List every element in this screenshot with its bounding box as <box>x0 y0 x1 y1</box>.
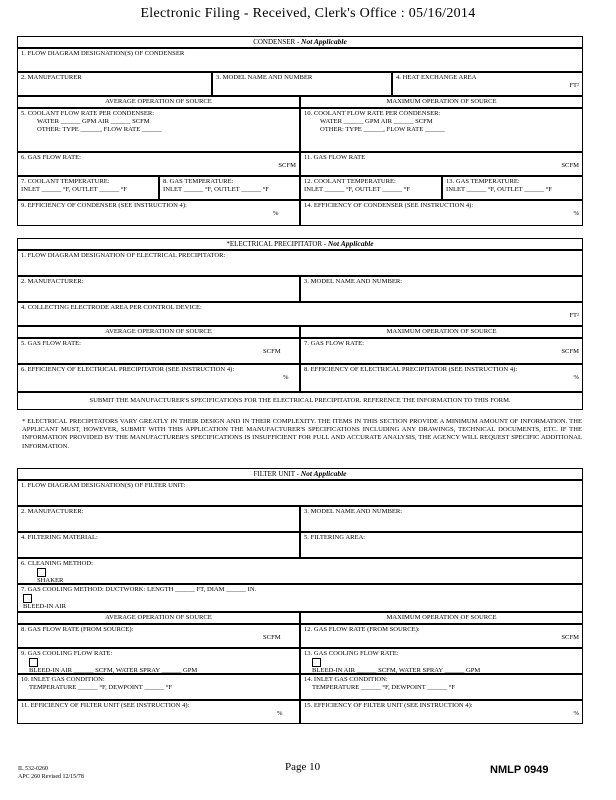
condenser-avg-label: AVERAGE OPERATION OF SOURCE <box>105 98 212 105</box>
precipitator-f2-label: 2. MANUFACTURER: <box>21 278 84 285</box>
condenser-f11-label: 11. GAS FLOW RATE <box>304 154 366 161</box>
filter-f5-label: 5. FILTERING AREA: <box>304 534 366 541</box>
precipitator-f7-unit: SCFM <box>561 348 579 355</box>
condenser-f12 <box>300 176 442 200</box>
condenser-f9-label: 9. EFFICIENCY OF CONDENSER (SEE INSTRUCTION 4): <box>21 202 187 209</box>
precipitator-f7-label: 7. GAS FLOW RATE: <box>304 340 364 347</box>
filter-f13-values: BLEED-IN AIR ______ SCFM, WATER SPRAY ______ GPM <box>312 667 481 674</box>
condenser-f6-unit: SCFM <box>278 162 296 169</box>
precipitator-footnote: * ELECTRICAL PRECIPITATORS VARY GREATLY IN THEIR DESIGN AND IN THEIR COMPLEXITY. THE ITEMS IN THIS SECTION PROVIDE A MINIMUM AMOUNT OF INFORMATION. THE APPLICANT MUST, HOWEVER, SUBMIT WITH THIS APPLICATION THE MANUFACTURER'S SPECIFICATIONS INCLUDING ANY DRAWINGS, TECHNICAL DOCUMENTS, ETC. IF THE INFORMATION PROVIDED BY THE MANUFACTURER'S SPECIFICATIONS IS INSUFFICIENT FOR FULL AND ACCURATE ANALYSIS, THE AGENCY WILL REQUEST SPECIFIC ADDITIONAL INFORMATION. <box>22 418 582 450</box>
precipitator-max-header <box>300 326 583 338</box>
filter-f5 <box>300 532 583 558</box>
filter-f14-label: 14. INLET GAS CONDITION: <box>304 676 388 683</box>
filter-f2 <box>17 506 300 532</box>
condenser-f9-unit: % <box>273 210 279 217</box>
filter-f6-label: 6. CLEANING METHOD: <box>21 560 93 567</box>
filter-f11 <box>17 700 300 724</box>
filter-f14-values: TEMPERATURE ______ °F, DEWPOINT ______ °F <box>312 684 456 691</box>
condenser-f5-water: WATER ______ GPM AIR ______ SCFM <box>37 118 150 125</box>
filter-f1 <box>17 480 583 506</box>
condenser-avg-header <box>17 96 300 108</box>
condenser-f10-label: 10. COOLANT FLOW RATE PER CONDENSER: <box>304 110 441 117</box>
filter-title-text: FILTER UNIT - <box>253 470 301 478</box>
condenser-f5 <box>17 108 300 152</box>
precipitator-f6 <box>17 364 300 392</box>
filter-f13 <box>300 648 583 674</box>
filter-f7 <box>17 584 583 612</box>
condenser-f11-unit: SCFM <box>561 162 579 169</box>
precipitator-f5-label: 5. GAS FLOW RATE: <box>21 340 81 347</box>
filter-f10-values: TEMPERATURE ______ °F, DEWPOINT ______ °F <box>29 684 173 691</box>
precipitator-max-label: MAXIMUM OPERATION OF SOURCE <box>386 328 497 335</box>
precipitator-title <box>17 238 583 250</box>
filter-f4 <box>17 532 300 558</box>
condenser-f11 <box>300 152 583 176</box>
filter-f15-unit: % <box>573 710 579 717</box>
filter-f8-label: 8. GAS FLOW RATE (FROM SOURCE): <box>21 626 134 633</box>
nmlp-number: NMLP 0949 <box>490 764 549 776</box>
condenser-title <box>17 36 583 48</box>
condenser-f14 <box>300 200 583 226</box>
filter-f12-label: 12. GAS FLOW RATE (FROM SOURCE): <box>304 626 420 633</box>
condenser-f12-values: INLET ______ °F, OUTLET ______ °F <box>304 186 410 193</box>
condenser-f8 <box>159 176 300 200</box>
condenser-f3 <box>212 72 392 96</box>
form-id: IL 532-0260 <box>18 766 48 772</box>
condenser-f10 <box>300 108 583 152</box>
filter-f7-label: 7. GAS COOLING METHOD: DUCTWORK: LENGTH ______ FT, DIAM ______ IN. <box>21 586 257 593</box>
filter-f8 <box>17 624 300 648</box>
condenser-f14-label: 14. EFFICIENCY OF CONDENSER (SEE INSTRUCTION 4): <box>304 202 474 209</box>
precipitator-f4-unit: FT² <box>569 312 579 319</box>
precipitator-f6-label: 6. EFFICIENCY OF ELECTRICAL PRECIPITATOR (SEE INSTRUCTION 4): <box>21 366 235 373</box>
condenser-max-header <box>300 96 583 108</box>
filing-stamp: Electronic Filing - Received, Clerk's Office : 05/16/2014 <box>140 6 476 21</box>
filter-f9-values: BLEED-IN AIR ______ SCFM, WATER SPRAY ______ GPM <box>29 667 198 674</box>
precipitator-avg-header <box>17 326 300 338</box>
condenser-f4-unit: FT² <box>569 82 579 89</box>
filter-avg-header <box>17 612 300 624</box>
filter-f10 <box>17 674 300 700</box>
filter-not-applicable: Not Applicable <box>300 469 347 478</box>
cooling-bleed-in-checkbox[interactable] <box>23 594 32 603</box>
filter-f9-label: 9. GAS COOLING FLOW RATE: <box>21 650 113 657</box>
filter-f12 <box>300 624 583 648</box>
precipitator-f8-unit: % <box>573 374 579 381</box>
filter-f11-unit: % <box>277 710 283 717</box>
condenser-f12-label: 12. COOLANT TEMPERATURE: <box>304 178 396 185</box>
filter-f15 <box>300 700 583 724</box>
precipitator-submit-note <box>17 392 583 410</box>
condenser-max-label: MAXIMUM OPERATION OF SOURCE <box>386 98 497 105</box>
filter-f1-label: 1. FLOW DIAGRAM DESIGNATION(S) OF FILTER UNIT: <box>21 482 186 489</box>
condenser-f13-label: 13. GAS TEMPERATURE: <box>446 178 520 185</box>
cooling-water-spray-option[interactable] <box>23 603 579 612</box>
condenser-f4-label: 4. HEAT EXCHANGE AREA <box>396 74 477 81</box>
condenser-f8-label: 8. GAS TEMPERATURE: <box>163 178 234 185</box>
filter-f9 <box>17 648 300 674</box>
condenser-f3-label: 3. MODEL NAME AND NUMBER <box>216 74 313 81</box>
cooling-bleed-in-option[interactable] <box>23 594 579 610</box>
condenser-f2 <box>17 72 212 96</box>
condenser-f10-other: OTHER: TYPE ______, FLOW RATE ______ <box>320 126 445 133</box>
filter-f4-label: 4. FILTERING MATERIAL: <box>21 534 98 541</box>
cleaning-shaker-checkbox[interactable] <box>37 568 46 577</box>
condenser-f10-water: WATER ______ GPM AIR ______ SCFM <box>320 118 433 125</box>
precipitator-submit-text: SUBMIT THE MANUFACTURER'S SPECIFICATIONS FOR THE ELECTRICAL PRECIPITATOR. REFERENCE THE INFORMATION TO THIS FORM. <box>89 397 511 404</box>
condenser-f14-unit: % <box>573 210 579 217</box>
form-revision: APC 260 Revised 12/15/78 <box>18 774 84 780</box>
precipitator-title-text: *ELECTRICAL PRECIPITATOR - <box>226 240 328 248</box>
precipitator-f6-unit: % <box>283 374 289 381</box>
cooling-bleed-in-label: BLEED-IN AIR <box>23 603 67 610</box>
filter-f15-label: 15. EFFICIENCY OF FILTER UNIT (SEE INSTRUCTION 4): <box>304 702 473 709</box>
filter-f3 <box>300 506 583 532</box>
condenser-f5-other: OTHER: TYPE ______, FLOW RATE ______ <box>37 126 162 133</box>
condenser-f1-label: 1. FLOW DIAGRAM DESIGNATION(S) OF CONDENSER <box>21 50 185 57</box>
precipitator-f4-label: 4. COLLECTING ELECTRODE AREA PER CONTROL DEVICE: <box>21 304 202 311</box>
condenser-f13 <box>442 176 583 200</box>
condenser-f2-label: 2. MANUFACTURER <box>21 74 82 81</box>
filter-f12-unit: SCFM <box>561 634 579 641</box>
condenser-f7 <box>17 176 159 200</box>
precipitator-f2 <box>17 276 300 302</box>
filter-f6 <box>17 558 583 584</box>
condenser-f7-label: 7. COOLANT TEMPERATURE: <box>21 178 110 185</box>
filter-title <box>17 468 583 480</box>
precipitator-not-applicable: Not Applicable <box>327 239 374 248</box>
condenser-f8-values: INLET ______ °F, OUTLET ______ °F <box>163 186 269 193</box>
filter-f13-label: 13. GAS COOLING FLOW RATE: <box>304 650 399 657</box>
precipitator-f3-label: 3. MODEL NAME AND NUMBER: <box>304 278 403 285</box>
precipitator-f5-unit: SCFM <box>263 348 281 355</box>
condenser-f9 <box>17 200 300 226</box>
filter-max-label: MAXIMUM OPERATION OF SOURCE <box>386 614 497 621</box>
condenser-not-applicable: Not Applicable <box>301 37 347 46</box>
condenser-title-text: CONDENSER - <box>253 38 302 46</box>
filter-f9-checkbox[interactable] <box>29 658 38 667</box>
filter-max-header <box>300 612 583 624</box>
cleaning-shaker-option[interactable] <box>37 568 579 584</box>
filter-f8-unit: SCFM <box>263 634 281 641</box>
filter-f3-label: 3. MODEL NAME AND NUMBER: <box>304 508 403 515</box>
condenser-f5-label: 5. COOLANT FLOW RATE PER CONDENSER: <box>21 110 155 117</box>
precipitator-f8 <box>300 364 583 392</box>
filter-f14 <box>300 674 583 700</box>
precipitator-f1 <box>17 250 583 276</box>
condenser-f13-values: INLET ______ °F, OUTLET ______ °F <box>446 186 552 193</box>
precipitator-f4 <box>17 302 583 326</box>
condenser-f6 <box>17 152 300 176</box>
filter-f10-label: 10. INLET GAS CONDITION: <box>21 676 105 683</box>
condenser-f4 <box>392 72 583 96</box>
precipitator-f1-label: 1. FLOW DIAGRAM DESIGNATION OF ELECTRICAL PRECIPITATOR: <box>21 252 226 259</box>
condenser-f7-values: INLET ______ °F, OUTLET ______ °F <box>21 186 127 193</box>
precipitator-f3 <box>300 276 583 302</box>
precipitator-f7 <box>300 338 583 364</box>
precipitator-f5 <box>17 338 300 364</box>
condenser-f6-label: 6. GAS FLOW RATE: <box>21 154 81 161</box>
filter-f11-label: 11. EFFICIENCY OF FILTER UNIT (SEE INSTRUCTION 4): <box>21 702 190 709</box>
precipitator-avg-label: AVERAGE OPERATION OF SOURCE <box>105 328 212 335</box>
filter-avg-label: AVERAGE OPERATION OF SOURCE <box>105 614 212 621</box>
condenser-f1 <box>17 48 583 72</box>
cleaning-reverse-air-option[interactable] <box>37 577 579 584</box>
filter-f2-label: 2. MANUFACTURER: <box>21 508 84 515</box>
filter-f13-checkbox[interactable] <box>312 658 321 667</box>
page-number: Page 10 <box>285 761 321 773</box>
cleaning-shaker-label: SHAKER <box>37 577 64 584</box>
precipitator-f8-label: 8. EFFICIENCY OF ELECTRICAL PRECIPITATOR (SEE INSTRUCTION 4): <box>304 366 518 373</box>
